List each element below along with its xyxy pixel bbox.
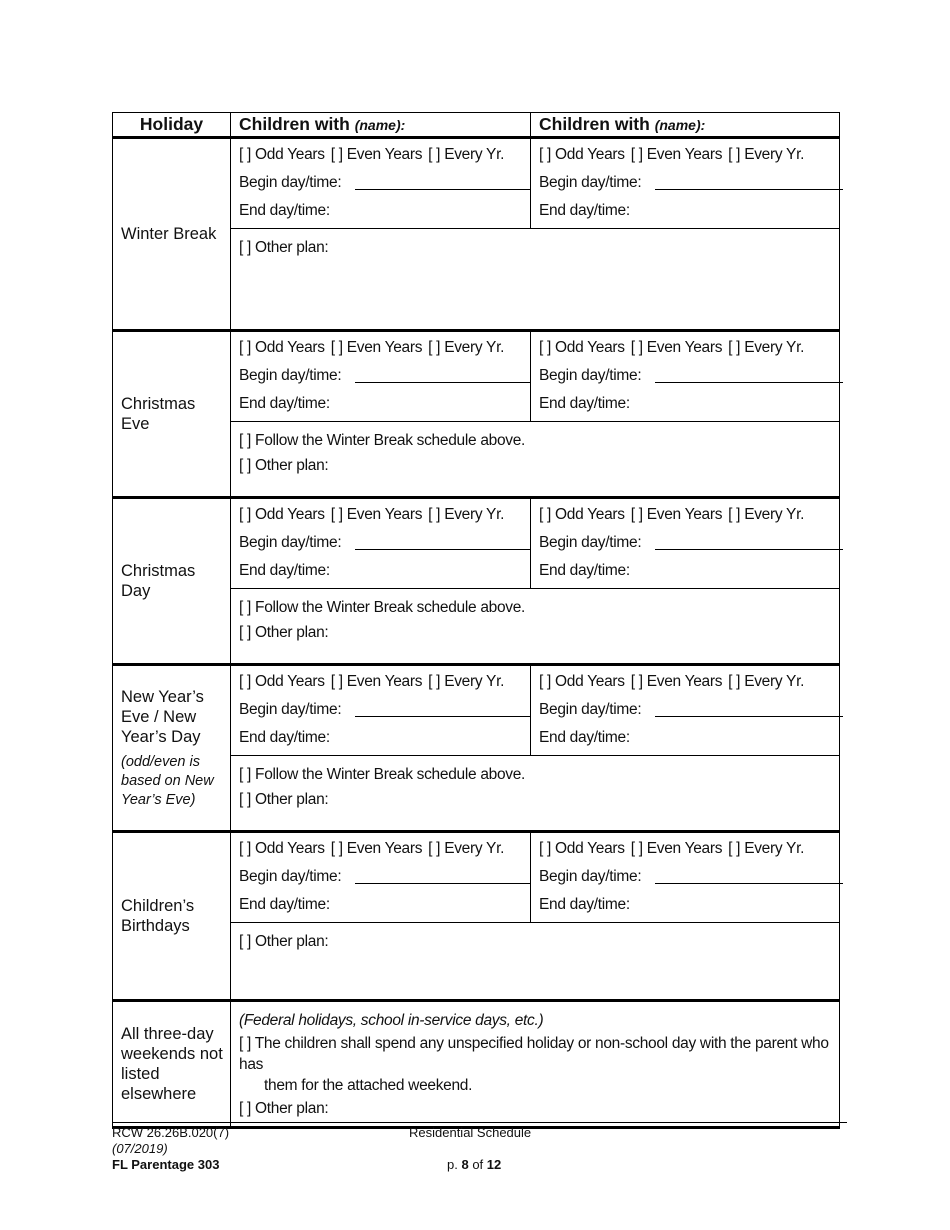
odd-years-checkbox[interactable]: [ ] Odd Years [239, 146, 325, 163]
even-years-checkbox[interactable]: [ ] Even Years [630, 146, 723, 163]
birthdays-other-cell [231, 923, 840, 1001]
name-placeholder: (name): [354, 117, 406, 133]
birthdays-options-row [113, 832, 840, 923]
begin-label: Begin day/time: [539, 367, 642, 384]
holiday-schedule-table [112, 112, 840, 1129]
odd-years-checkbox[interactable]: [ ] Odd Years [239, 339, 325, 356]
every-year-checkbox[interactable]: [ ] Every Yr. [428, 339, 505, 356]
begin-input[interactable] [655, 189, 843, 190]
year-choice-line [239, 504, 522, 532]
begin-input[interactable] [355, 883, 531, 884]
odd-years-checkbox[interactable]: [ ] Odd Years [539, 840, 625, 857]
christmas-day-options-row [113, 498, 840, 589]
begin-label: Begin day/time: [539, 868, 642, 885]
even-years-checkbox[interactable]: [ ] Even Years [630, 339, 723, 356]
begin-input[interactable] [355, 189, 531, 190]
odd-years-checkbox[interactable]: [ ] Odd Years [239, 506, 325, 523]
end-label: End day/time: [239, 729, 330, 746]
even-years-checkbox[interactable]: [ ] Even Years [630, 673, 723, 690]
begin-input[interactable] [355, 716, 531, 717]
follow-winter-break-checkbox[interactable]: [ ] Follow the Winter Break schedule above. [239, 599, 526, 616]
every-year-checkbox[interactable]: [ ] Every Yr. [428, 840, 505, 857]
holiday-label-christmas-day: Christmas Day [113, 498, 231, 665]
holiday-label-birthdays: Children’s Birthdays [113, 832, 231, 1001]
end-label: End day/time: [539, 202, 630, 219]
christmas-day-parent-a-cell [231, 498, 531, 589]
parent-b-column-header [531, 113, 840, 138]
even-years-checkbox[interactable]: [ ] Even Years [630, 506, 723, 523]
year-choice-line [539, 144, 831, 172]
every-year-checkbox[interactable]: [ ] Every Yr. [428, 146, 505, 163]
christmas-day-other-cell [231, 589, 840, 665]
begin-label: Begin day/time: [539, 701, 642, 718]
other-plan-checkbox[interactable]: [ ] Other plan: [239, 239, 329, 256]
end-label: End day/time: [539, 896, 630, 913]
unspecified-holiday-checkbox[interactable]: [ ] The children shall spend any unspecified holiday or non-school day with the parent who has [239, 1035, 829, 1073]
end-label: End day/time: [239, 202, 330, 219]
footer-page-number [447, 1157, 501, 1172]
every-year-checkbox[interactable]: [ ] Every Yr. [728, 840, 805, 857]
every-year-checkbox[interactable]: [ ] Every Yr. [728, 339, 805, 356]
odd-years-checkbox[interactable]: [ ] Odd Years [239, 673, 325, 690]
holiday-label-three-day-weekends: All three-day weekends not listed elsewhere [113, 1001, 231, 1128]
every-year-checkbox[interactable]: [ ] Every Yr. [728, 673, 805, 690]
year-choice-line [239, 144, 522, 172]
footer-rule [112, 1122, 847, 1123]
new-years-label: New Year’s Eve / New Year’s Day [121, 687, 204, 746]
holiday-label-winter-break: Winter Break [113, 138, 231, 331]
even-years-checkbox[interactable]: [ ] Even Years [330, 506, 423, 523]
end-label: End day/time: [239, 562, 330, 579]
odd-years-checkbox[interactable]: [ ] Odd Years [539, 339, 625, 356]
christmas-eve-parent-a-cell [231, 331, 531, 422]
every-year-checkbox[interactable]: [ ] Every Yr. [428, 673, 505, 690]
page-current: 8 [461, 1157, 469, 1172]
new-years-note: (odd/even is based on New Year’s Eve) [121, 753, 214, 808]
odd-years-checkbox[interactable]: [ ] Odd Years [239, 840, 325, 857]
follow-winter-break-checkbox[interactable]: [ ] Follow the Winter Break schedule above. [239, 432, 526, 449]
other-plan-checkbox[interactable]: [ ] Other plan: [239, 933, 329, 950]
end-label: End day/time: [239, 395, 330, 412]
table-header-row [113, 113, 840, 138]
even-years-checkbox[interactable]: [ ] Even Years [330, 339, 423, 356]
even-years-checkbox[interactable]: [ ] Even Years [630, 840, 723, 857]
footer-rcw: RCW 26.26B.020(7) [112, 1125, 230, 1140]
unspecified-holiday-continuation: them for the attached weekend. [264, 1077, 473, 1094]
holiday-column-header: Holiday [113, 113, 231, 138]
year-choice-line [239, 671, 522, 699]
begin-label: Begin day/time: [239, 367, 342, 384]
odd-years-checkbox[interactable]: [ ] Odd Years [539, 673, 625, 690]
new-years-options-row [113, 665, 840, 756]
begin-input[interactable] [655, 883, 843, 884]
other-plan-checkbox[interactable]: [ ] Other plan: [239, 457, 329, 474]
holiday-label-new-years [113, 665, 231, 832]
begin-input[interactable] [355, 382, 531, 383]
every-year-checkbox[interactable]: [ ] Every Yr. [728, 146, 805, 163]
parent-a-column-header [231, 113, 531, 138]
even-years-checkbox[interactable]: [ ] Even Years [330, 146, 423, 163]
winter-break-parent-a-cell [231, 138, 531, 229]
year-choice-line [539, 671, 831, 699]
three-day-weekends-cell [231, 1001, 840, 1128]
every-year-checkbox[interactable]: [ ] Every Yr. [728, 506, 805, 523]
begin-input[interactable] [655, 382, 843, 383]
begin-input[interactable] [655, 549, 843, 550]
christmas-eve-options-row [113, 331, 840, 422]
winter-break-parent-b-cell [531, 138, 840, 229]
page-total: 12 [486, 1157, 502, 1172]
odd-years-checkbox[interactable]: [ ] Odd Years [539, 506, 625, 523]
begin-label: Begin day/time: [239, 174, 342, 191]
new-years-other-cell [231, 756, 840, 832]
begin-label: Begin day/time: [239, 534, 342, 551]
begin-input[interactable] [655, 716, 843, 717]
begin-label: Begin day/time: [539, 174, 642, 191]
three-day-weekends-row [113, 1001, 840, 1128]
other-plan-checkbox[interactable]: [ ] Other plan: [239, 624, 329, 641]
every-year-checkbox[interactable]: [ ] Every Yr. [428, 506, 505, 523]
column-header-label: Children with [539, 114, 655, 134]
year-choice-line [239, 337, 522, 365]
begin-label: Begin day/time: [539, 534, 642, 551]
end-label: End day/time: [239, 896, 330, 913]
holiday-label-christmas-eve: Christmas Eve [113, 331, 231, 498]
year-choice-line [539, 838, 831, 866]
odd-years-checkbox[interactable]: [ ] Odd Years [539, 146, 625, 163]
christmas-day-parent-b-cell [531, 498, 840, 589]
name-placeholder: (name): [654, 117, 706, 133]
winter-break-options-row [113, 138, 840, 229]
follow-winter-break-checkbox[interactable]: [ ] Follow the Winter Break schedule above. [239, 766, 526, 783]
end-label: End day/time: [539, 562, 630, 579]
end-label: End day/time: [539, 395, 630, 412]
end-label: End day/time: [539, 729, 630, 746]
footer-form-id: FL Parentage 303 [112, 1157, 220, 1172]
christmas-eve-other-cell [231, 422, 840, 498]
year-choice-line [239, 838, 522, 866]
footer-title: Residential Schedule [409, 1125, 532, 1140]
three-day-examples: (Federal holidays, school in-service days, etc.) [239, 1012, 544, 1029]
page-of: of [468, 1157, 487, 1172]
birthdays-parent-b-cell [531, 832, 840, 923]
column-header-label: Children with [239, 114, 355, 134]
birthdays-parent-a-cell [231, 832, 531, 923]
year-choice-line [539, 504, 831, 532]
other-plan-checkbox[interactable]: [ ] Other plan: [239, 1100, 329, 1117]
christmas-eve-parent-b-cell [531, 331, 840, 422]
residential-schedule-page [112, 112, 839, 1129]
new-years-parent-a-cell [231, 665, 531, 756]
year-choice-line [539, 337, 831, 365]
begin-label: Begin day/time: [239, 701, 342, 718]
winter-break-other-cell [231, 229, 840, 331]
even-years-checkbox[interactable]: [ ] Even Years [330, 840, 423, 857]
begin-input[interactable] [355, 549, 531, 550]
other-plan-checkbox[interactable]: [ ] Other plan: [239, 791, 329, 808]
page-prefix: p. [447, 1157, 462, 1172]
footer-date: (07/2019) [112, 1141, 168, 1156]
new-years-parent-b-cell [531, 665, 840, 756]
even-years-checkbox[interactable]: [ ] Even Years [330, 673, 423, 690]
begin-label: Begin day/time: [239, 868, 342, 885]
